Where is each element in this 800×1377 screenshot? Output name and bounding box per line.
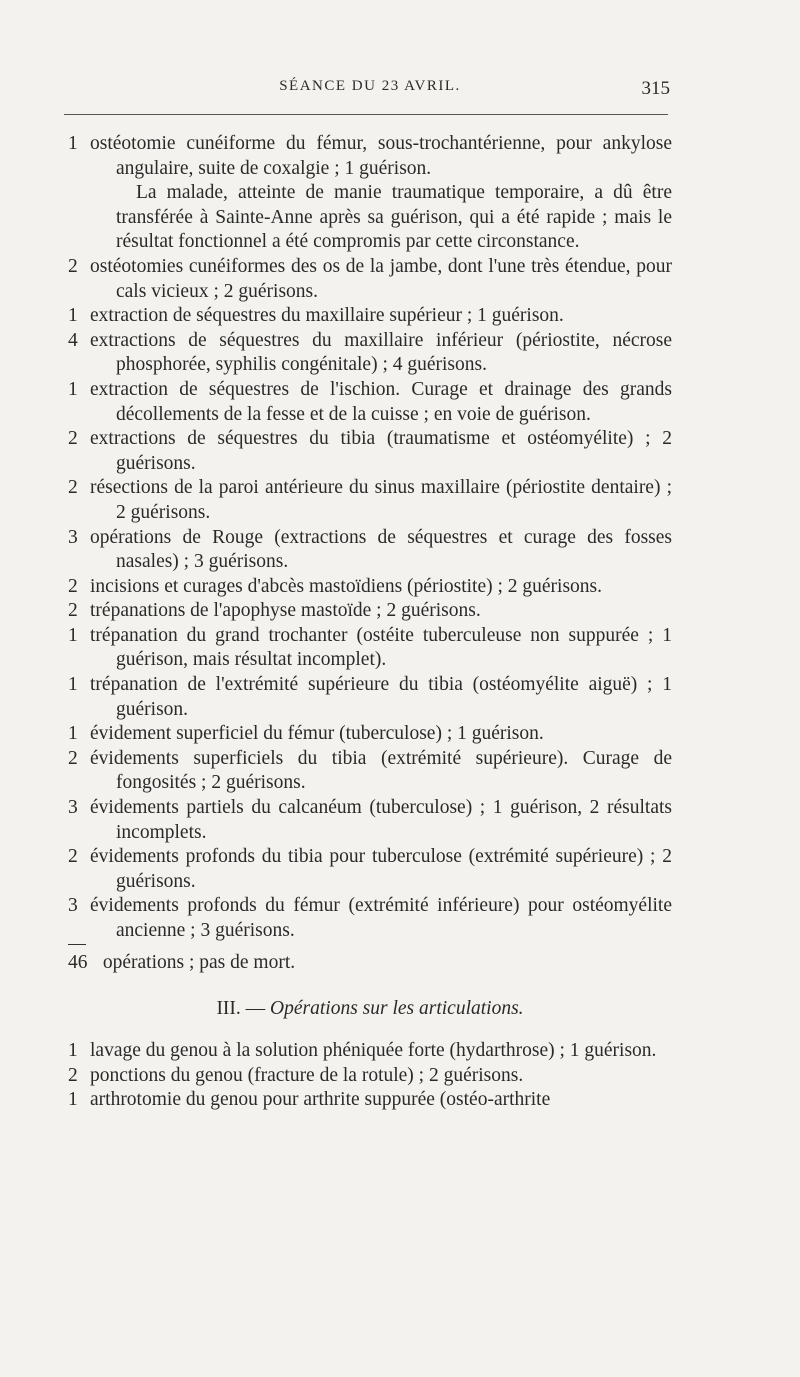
item-text: trépanation de l'extrémité supérieure du tibia (ostéomyélite aiguë) ; 1 guérison.: [90, 674, 672, 720]
item-count: 2: [68, 1064, 78, 1086]
operations-list-part2: [68, 255, 672, 944]
item-count: 1: [68, 1089, 78, 1111]
item-count: 1: [68, 378, 78, 400]
list-item: [68, 599, 672, 624]
item-count: 1: [68, 723, 78, 745]
list-item: [68, 1064, 672, 1089]
list-item: [68, 255, 672, 304]
list-item: [68, 894, 672, 943]
section-title-text: Opérations sur les articulations.: [270, 998, 524, 1020]
total-text: opérations ; pas de mort.: [102, 951, 296, 973]
list-item: [68, 796, 672, 845]
item-count: 2: [68, 600, 78, 622]
item-count: 2: [68, 255, 78, 277]
page-body: [68, 132, 672, 1113]
total-count: 46: [68, 951, 88, 973]
list-item: [68, 673, 672, 722]
list-item: [68, 526, 672, 575]
item-text: ponctions du genou (fracture de la rotule) ; 2 guérisons.: [90, 1064, 524, 1086]
list-item: [68, 132, 672, 181]
item-text: extractions de séquestres du tibia (traumatisme et ostéomyélite) ; 2 guérisons.: [90, 428, 672, 474]
item-count: 1: [68, 674, 78, 696]
list-item: [68, 1039, 672, 1064]
item-count: 2: [68, 747, 78, 769]
item-count: 3: [68, 797, 78, 819]
item-text: arthrotomie du genou pour arthrite suppurée (ostéo-arthrite: [90, 1089, 551, 1111]
item-text: résections de la paroi antérieure du sinus maxillaire (périostite dentaire) ; 2 guérisons.: [90, 477, 672, 523]
item-text: incisions et curages d'abcès mastoïdiens (périostite) ; 2 guérisons.: [90, 575, 603, 597]
item-text: opérations de Rouge (extractions de séquestres et curage des fosses nasales) ; 3 guérisons.: [90, 526, 672, 573]
section-label: III. —: [216, 998, 266, 1020]
item-count: 2: [68, 846, 78, 868]
case-note: La malade, atteinte de manie traumatique temporaire, a dû être transférée à Sainte-Anne après sa guérison, qui a été rapide ; mais le résultat fonctionnel a été compromis par cette circonstance.: [116, 182, 672, 253]
item-text: extraction de séquestres de l'ischion. Curage et drainage des grands décollements de la fesse et de la cuisse ; en voie de guérison.: [90, 378, 672, 425]
list-item: [68, 427, 672, 476]
running-header: [70, 78, 670, 108]
operations-list-part3: [68, 1039, 672, 1113]
list-item: [68, 575, 672, 600]
list-item: [68, 747, 672, 796]
item-text: ostéotomie cunéiforme du fémur, sous-trochantérienne, pour ankylose angulaire, suite de coxalgie ; 1 guérison.: [90, 133, 672, 179]
section-heading: [68, 997, 672, 1021]
list-item: [68, 845, 672, 894]
header-title: SÉANCE DU 23 AVRIL.: [279, 78, 461, 94]
list-item: [68, 1088, 672, 1113]
item-count: 2: [68, 477, 78, 499]
page-number: 315: [641, 78, 670, 99]
list-item: [68, 329, 672, 378]
item-count: 1: [68, 1040, 78, 1062]
item-text: trépanation du grand trochanter (ostéite tuberculeuse non suppurée ; 1 guérison, mais résultat incomplet).: [90, 624, 672, 671]
item-text: évidements superficiels du tibia (extrémité supérieure). Curage de fongosités ; 2 guérisons.: [90, 747, 672, 794]
item-count: 1: [68, 133, 78, 154]
item-text: évidement superficiel du fémur (tuberculose) ; 1 guérison.: [90, 723, 544, 745]
list-item: [68, 476, 672, 525]
item-count: 2: [68, 428, 78, 450]
item-count: 1: [68, 305, 78, 327]
item-text: extraction de séquestres du maxillaire supérieur ; 1 guérison.: [90, 305, 564, 327]
item-count: 2: [68, 575, 78, 597]
item-text: évidements profonds du tibia pour tuberculose (extrémité supérieure) ; 2 guérisons.: [90, 846, 672, 892]
item-text: lavage du genou à la solution phéniquée forte (hydarthrose) ; 1 guérison.: [90, 1040, 657, 1062]
list-item: [68, 624, 672, 673]
item-text: trépanations de l'apophyse mastoïde ; 2 guérisons.: [90, 600, 481, 622]
list-item: [68, 304, 672, 329]
operations-list-part1: [68, 132, 672, 181]
item-text: ostéotomies cunéiformes des os de la jambe, dont l'une très étendue, pour cals vicieux ; 2 guérisons.: [90, 255, 672, 302]
item-count: 1: [68, 624, 78, 646]
header-rule: [64, 114, 668, 115]
list-item: [68, 722, 672, 747]
item-text: extractions de séquestres du maxillaire inférieur (périostite, nécrose phosphorée, syphilis congénitale) ; 4 guérisons.: [90, 329, 672, 376]
item-text: évidements partiels du calcanéum (tuberculose) ; 1 guérison, 2 résultats incomplets.: [90, 797, 672, 843]
item-text: évidements profonds du fémur (extrémité inférieure) pour ostéomyélite ancienne ; 3 guérisons.: [90, 895, 672, 941]
item-count: 3: [68, 526, 78, 548]
list-item: [68, 378, 672, 427]
item-count: 4: [68, 329, 78, 351]
total-line: [68, 951, 672, 976]
total-rule: [68, 944, 86, 945]
item-count: 3: [68, 895, 78, 917]
